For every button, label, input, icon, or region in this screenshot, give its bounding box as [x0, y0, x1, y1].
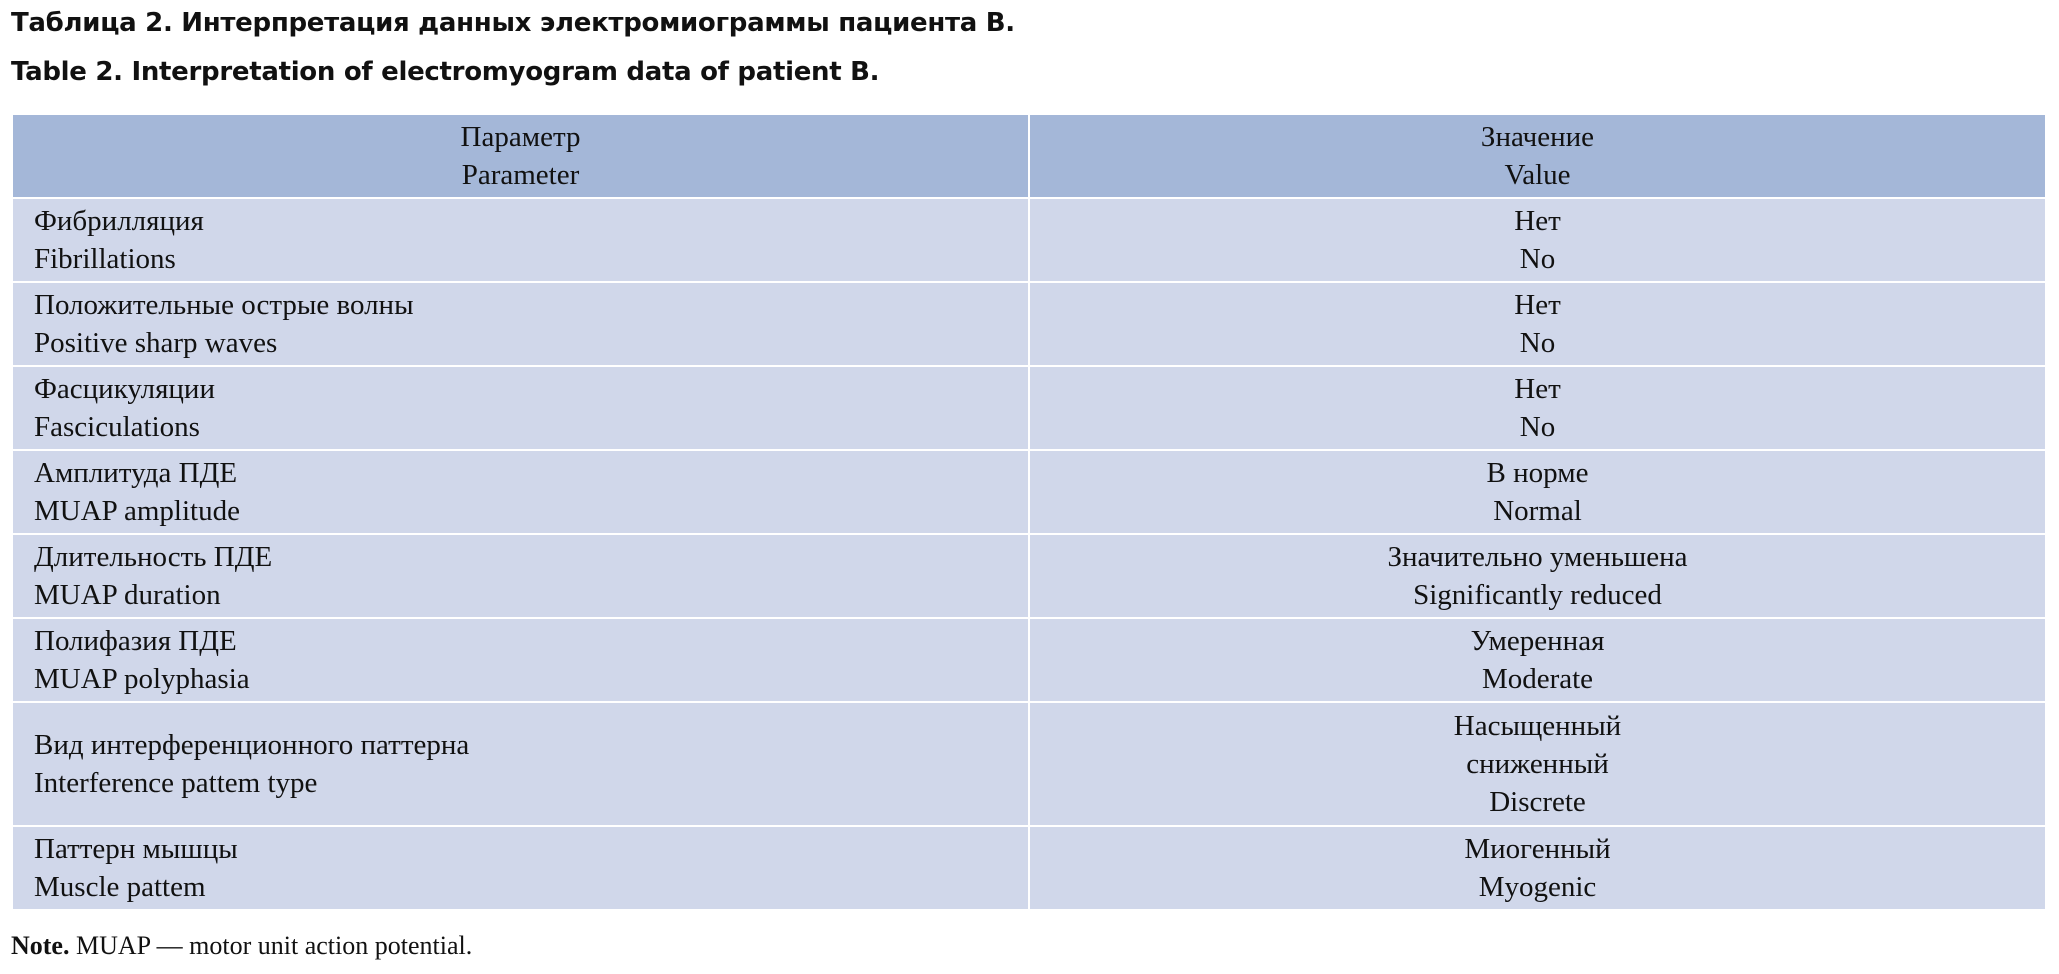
- value-cell: [1029, 534, 2046, 618]
- value-line: Moderate: [1481, 663, 1594, 695]
- parameter-cell: [12, 198, 1029, 282]
- table-caption-ru: Таблица 2. Интерпретация данных электромиограммы пациента В.: [11, 8, 1015, 38]
- value-line: Significantly reduced: [1413, 579, 1662, 611]
- value-cell: [1029, 366, 2046, 450]
- value-line: Миогенный: [1464, 833, 1611, 865]
- table-header: [12, 114, 2046, 198]
- parameter-ru: Полифазия ПДЕ: [34, 625, 237, 657]
- emg-interpretation-table: [11, 113, 2047, 911]
- header-value-ru: Значение: [1480, 121, 1595, 153]
- parameter-en: Fasciculations: [34, 411, 200, 443]
- value-line: сниженный: [1466, 748, 1609, 780]
- table-row: [12, 618, 2046, 702]
- parameter-cell: [12, 618, 1029, 702]
- table-row: [12, 450, 2046, 534]
- value-line: Normal: [1493, 495, 1582, 527]
- value-line: Значительно уменьшена: [1387, 541, 1688, 573]
- value-line: Умеренная: [1470, 625, 1605, 657]
- table-row: [12, 534, 2046, 618]
- value-cell: [1029, 450, 2046, 534]
- value-line: Myogenic: [1478, 871, 1597, 903]
- parameter-ru: Вид интерференционного паттерна: [34, 729, 470, 761]
- header-parameter-en: Parameter: [461, 159, 580, 191]
- table-body: [12, 198, 2046, 910]
- parameter-cell: [12, 282, 1029, 366]
- header-value-en: Value: [1504, 159, 1571, 191]
- header-cell-value: [1029, 114, 2046, 198]
- note-label: Note.: [11, 931, 70, 960]
- parameter-en: Muscle pattem: [34, 871, 206, 903]
- parameter-cell: [12, 534, 1029, 618]
- value-cell: [1029, 198, 2046, 282]
- table-caption-en: Table 2. Interpretation of electromyogram data of patient B.: [11, 57, 880, 87]
- table-note: [11, 931, 472, 961]
- value-line: Discrete: [1489, 786, 1586, 818]
- value-line: Нет: [1514, 205, 1561, 237]
- value-cell: [1029, 702, 2046, 826]
- table-row: [12, 702, 2046, 826]
- parameter-en: MUAP duration: [34, 579, 221, 611]
- parameter-ru: Положительные острые волны: [34, 289, 414, 321]
- parameter-en: Positive sharp waves: [34, 327, 278, 359]
- header-parameter-ru: Параметр: [460, 121, 581, 153]
- parameter-ru: Фасцикуляции: [34, 373, 215, 405]
- parameter-en: Fibrillations: [34, 243, 176, 275]
- value-line: Насыщенный: [1453, 710, 1622, 742]
- value-line: No: [1519, 411, 1556, 443]
- table-row: [12, 198, 2046, 282]
- table-row: [12, 366, 2046, 450]
- parameter-cell: [12, 450, 1029, 534]
- value-line: No: [1519, 243, 1556, 275]
- table-row: [12, 282, 2046, 366]
- header-row: [12, 114, 2046, 198]
- parameter-ru: Фибрилляция: [34, 205, 204, 237]
- value-cell: [1029, 282, 2046, 366]
- value-cell: [1029, 618, 2046, 702]
- parameter-ru: Амплитуда ПДЕ: [34, 457, 238, 489]
- value-line: Нет: [1514, 289, 1561, 321]
- value-line: В норме: [1486, 457, 1589, 489]
- parameter-en: MUAP polyphasia: [34, 663, 250, 695]
- table-row: [12, 826, 2046, 910]
- value-line: No: [1519, 327, 1556, 359]
- parameter-cell: [12, 702, 1029, 826]
- note-text: MUAP — motor unit action potential.: [69, 931, 473, 960]
- parameter-ru: Длительность ПДЕ: [34, 541, 273, 573]
- parameter-en: Interference pattem type: [34, 767, 318, 799]
- parameter-en: MUAP amplitude: [34, 495, 240, 527]
- parameter-ru: Паттерн мышцы: [34, 833, 238, 865]
- header-cell-parameter: [12, 114, 1029, 198]
- parameter-cell: [12, 826, 1029, 910]
- parameter-cell: [12, 366, 1029, 450]
- value-cell: [1029, 826, 2046, 910]
- value-line: Нет: [1514, 373, 1561, 405]
